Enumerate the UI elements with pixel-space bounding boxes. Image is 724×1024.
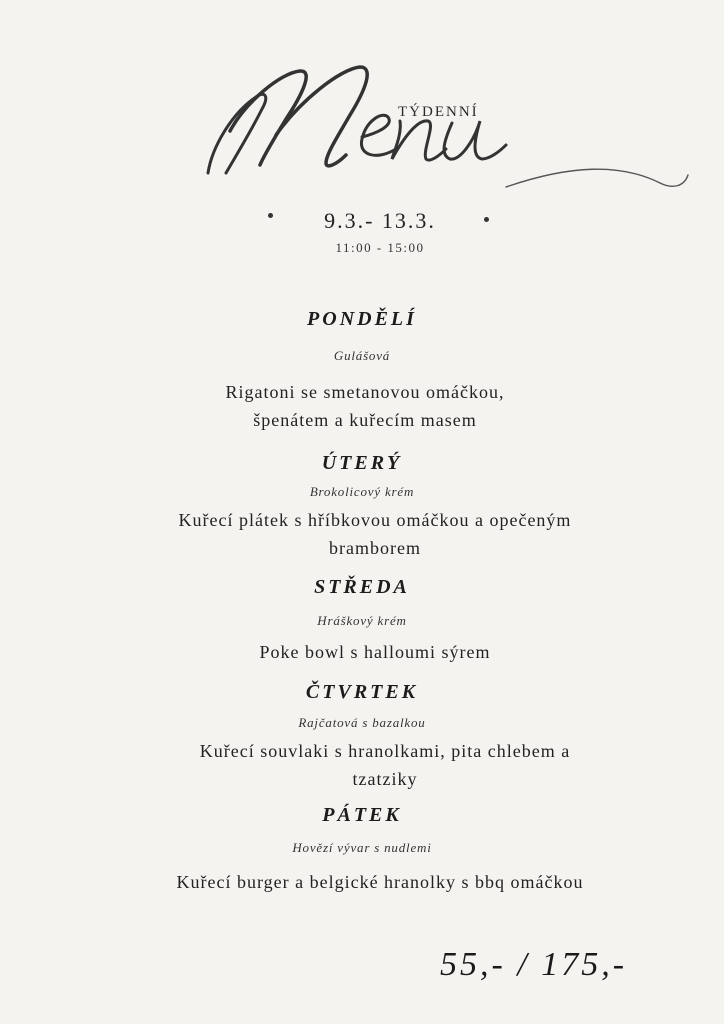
main-dish-monday: Rigatoni se smetanovou omáčkou, špenátem a kuřecím masem bbox=[225, 382, 505, 430]
main-dish-thursday: Kuřecí souvlaki s hranolkami, pita chlebem a tzatziky bbox=[199, 741, 571, 789]
main-dish-friday: Kuřecí burger a belgické hranolky s bbq omáčkou bbox=[176, 872, 584, 892]
prices: 55,- / 175,- bbox=[440, 946, 628, 983]
main-dish-wednesday: Poke bowl s halloumi sýrem bbox=[259, 642, 491, 662]
day-title-wednesday: STŘEDA bbox=[314, 576, 410, 598]
soup-friday: Hovězí vývar s nudlemi bbox=[292, 840, 432, 855]
day-title-thursday: ČTVRTEK bbox=[305, 681, 419, 703]
date-range: 9.3.- 13.3. bbox=[324, 208, 436, 233]
soup-monday: Gulášová bbox=[333, 348, 391, 363]
main-dish-tuesday: Kuřecí plátek s hříbkovou omáčkou a opečeným bramborem bbox=[178, 510, 572, 558]
opening-hours: 11:00 - 15:00 bbox=[335, 240, 425, 255]
soup-thursday: Rajčatová s bazalkou bbox=[298, 715, 426, 730]
soup-wednesday: Hráškový krém bbox=[317, 613, 407, 628]
weekly-subtitle: TÝDENNÍ bbox=[398, 104, 479, 120]
day-title-monday: PONDĚLÍ bbox=[307, 308, 417, 330]
menu-script-logo bbox=[190, 55, 700, 205]
day-title-tuesday: ÚTERÝ bbox=[321, 452, 403, 474]
day-title-friday: PÁTEK bbox=[322, 804, 402, 826]
soup-tuesday: Brokolicový krém bbox=[309, 484, 415, 499]
